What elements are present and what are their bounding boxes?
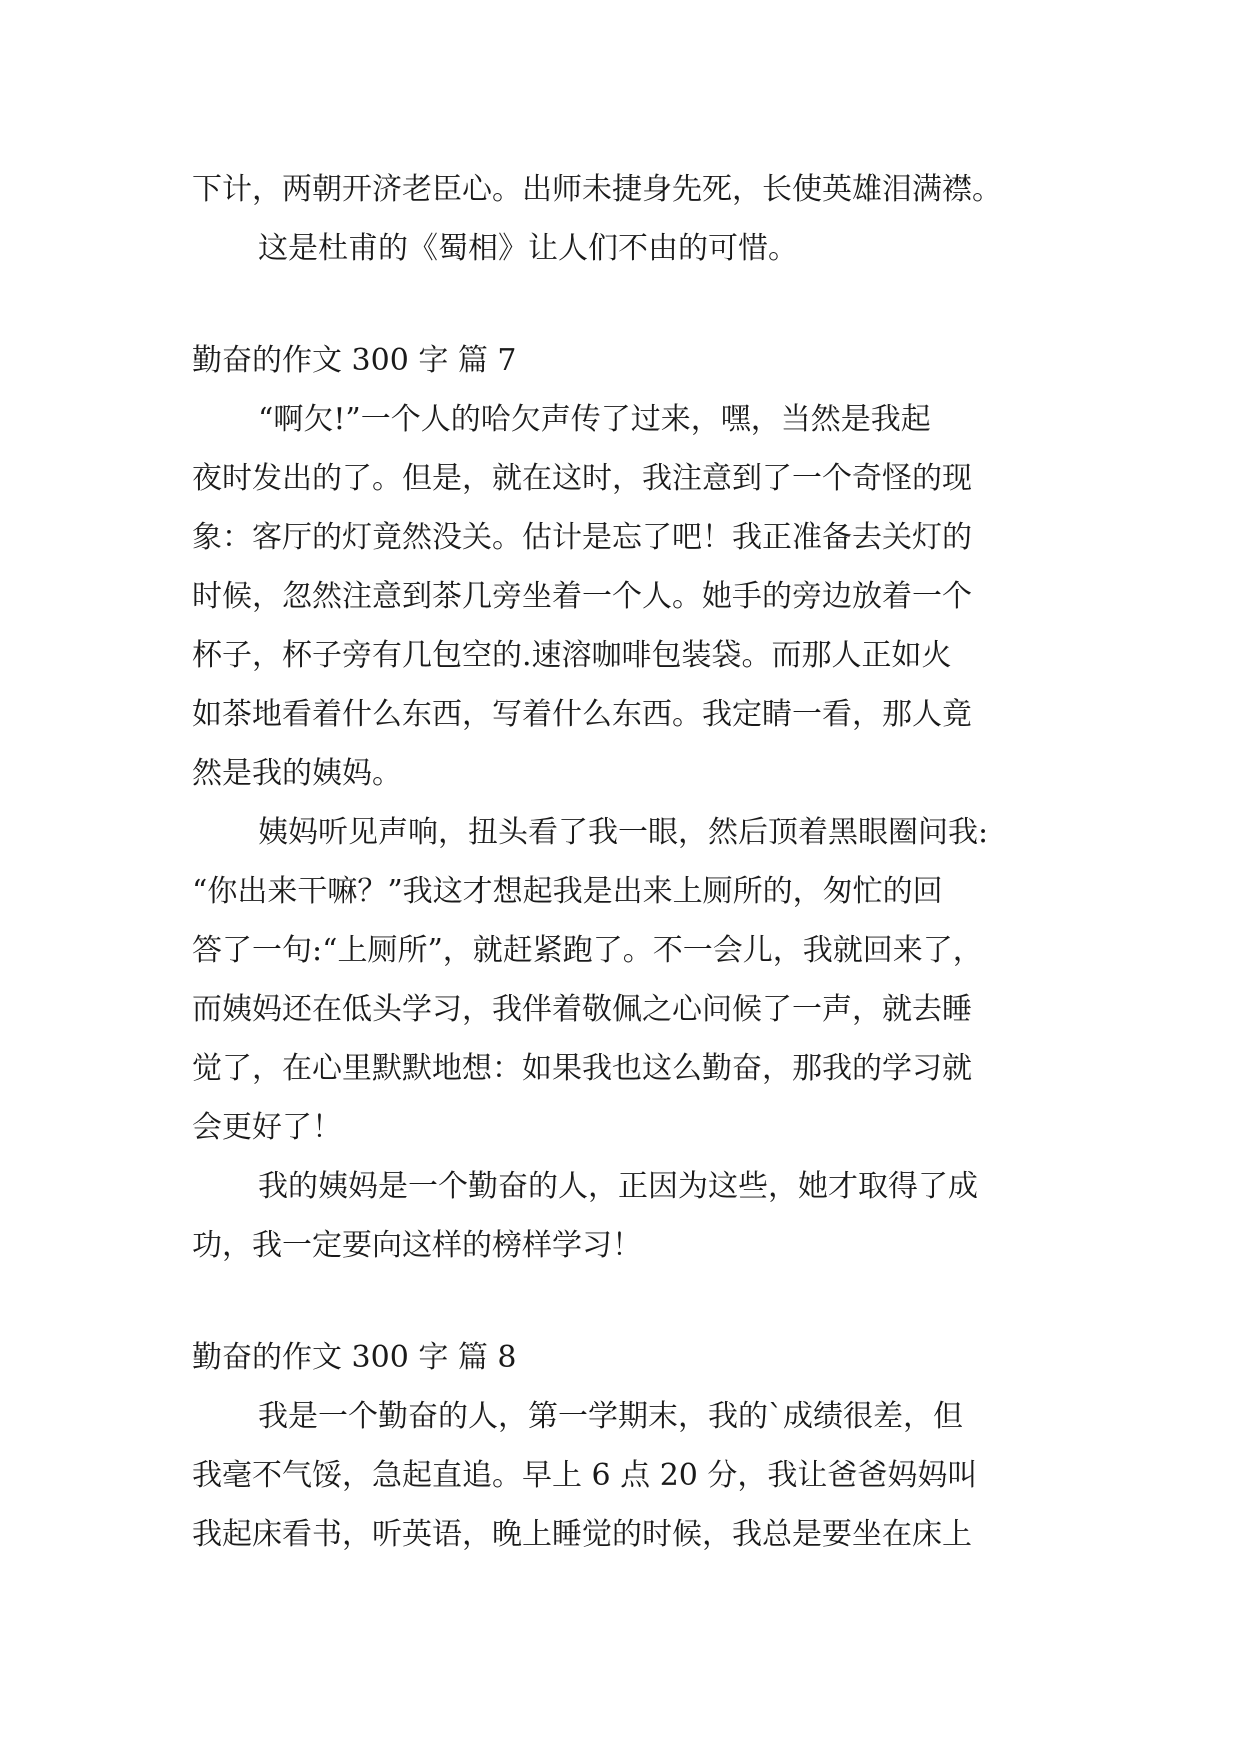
- section-7: [192, 331, 1052, 1275]
- paragraph: [192, 1157, 1052, 1275]
- text-line: 杯子，杯子旁有几包空的.速溶咖啡包装袋。而那人正如火: [192, 638, 952, 673]
- text-line: 下计，两朝开济老臣心。出师未捷身先死，长使英雄泪满襟。: [192, 172, 1002, 207]
- text-line: 这是杜甫的《蜀相》让人们不由的可惜。: [258, 231, 798, 266]
- section-8: [192, 1328, 1052, 1564]
- text-line: 而姨妈还在低头学习，我伴着敬佩之心问候了一声，就去睡: [192, 992, 972, 1027]
- text-line: 时候，忽然注意到茶几旁坐着一个人。她手的旁边放着一个: [192, 579, 972, 614]
- paragraph: [192, 1387, 1052, 1564]
- text-line: 姨妈听见声响，扭头看了我一眼，然后顶着黑眼圈问我:: [258, 815, 989, 850]
- text-line: 然是我的姨妈。: [192, 756, 402, 791]
- text-line: 答了一句:“上厕所”，就赶紧跑了。不一会儿，我就回来了，: [192, 933, 983, 968]
- text-line: “啊欠!”一个人的哈欠声传了过来，嘿，当然是我起: [258, 402, 931, 437]
- text-line: 我起床看书，听英语，晚上睡觉的时候，我总是要坐在床上: [192, 1517, 972, 1552]
- document-page: [192, 160, 1052, 1564]
- text-line: 夜时发出的了。但是，就在这时，我注意到了一个奇怪的现: [192, 461, 972, 496]
- paragraph: [192, 390, 1052, 803]
- section-heading: 勤奋的作文 300 字 篇 7: [192, 343, 517, 378]
- text-line: 觉了，在心里默默地想：如果我也这么勤奋，那我的学习就: [192, 1051, 972, 1086]
- paragraph: [192, 803, 1052, 1157]
- text-line: 会更好了！: [192, 1110, 342, 1145]
- text-line: 我是一个勤奋的人，第一学期末，我的`成绩很差，但: [258, 1399, 963, 1434]
- intro-paragraph: [192, 160, 1052, 278]
- section-heading: 勤奋的作文 300 字 篇 8: [192, 1340, 517, 1375]
- text-line: 我的姨妈是一个勤奋的人，正因为这些，她才取得了成: [258, 1169, 978, 1204]
- text-line: 我毫不气馁，急起直追。早上 6 点 20 分，我让爸爸妈妈叫: [192, 1458, 978, 1493]
- text-line: 功，我一定要向这样的榜样学习！: [192, 1228, 642, 1263]
- text-line: “你出来干嘛？”我这才想起我是出来上厕所的，匆忙的回: [192, 874, 943, 909]
- text-line: 如茶地看着什么东西，写着什么东西。我定睛一看，那人竟: [192, 697, 972, 732]
- text-line: 象：客厅的灯竟然没关。估计是忘了吧！我正准备去关灯的: [192, 520, 972, 555]
